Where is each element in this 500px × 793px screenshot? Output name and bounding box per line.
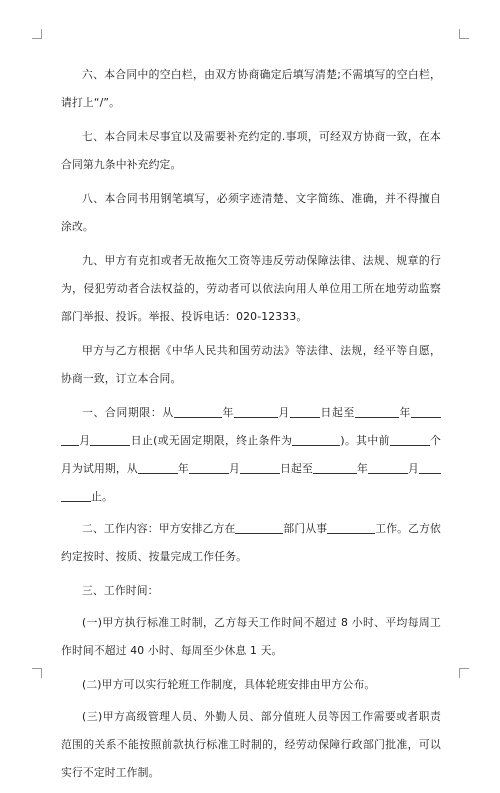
clause-7: 七、本合同未尽事宜以及需要补充约定的.事项，可经双方协商一致，在本合同第九条中补充约定。 [61,130,441,171]
probation-month-label: 月 [228,462,240,475]
start-day-blank[interactable] [290,405,320,418]
end-year-blank[interactable] [355,405,399,418]
probation-start-day-blank[interactable] [240,461,280,474]
term-label: 一、合同期限：从 [82,406,174,419]
job-dept-label: 部门从事 [283,522,328,535]
clause-9: 九、甲方有克扣或者无故拖欠工资等违反劳动保障法律、法规、规章的行为，侵犯劳动者合法权益的，劳动者可以依法向用人单位用工所在地劳动监察部门举报、投诉。举报、投诉电话：020-12333。 [61,254,441,323]
probation-end-month-blank[interactable] [368,461,408,474]
work-time-heading: 三、工作时间： [82,584,159,597]
crop-mark-bottom-left [32,668,42,678]
probation-end-year-label: 年 [356,462,368,475]
probation-end-day-blank-a[interactable] [419,461,441,474]
crop-mark-top-right [459,29,469,39]
job-content-clause [61,515,441,571]
crop-mark-bottom-right [459,668,469,678]
contract-term-clause [61,399,441,511]
start-year-blank[interactable] [174,405,222,418]
term-probation-label: 个月为试用期，从 [61,434,441,475]
work-time-standard: (一)甲方执行标准工时制，乙方每天工作时间不超过 8 小时、平均每周工作时间不超过 40 小时、每周至少休息 1 天。 [61,616,441,657]
start-month-blank[interactable] [234,405,278,418]
job-label: 二、工作内容：甲方安排乙方在 [82,522,236,535]
probation-year-label: 年 [177,462,189,475]
probation-start-month-blank[interactable] [189,461,229,474]
job-duty-text: 工作。乙方依约定按时、按质、按量完成工作任务。 [61,522,441,563]
end-day-blank[interactable] [90,433,130,446]
work-time-flexible: (三)甲方高级管理人员、外勤人员、部分值班人员等因工作需要或者职责范围的关系不能按照前款执行标准工时制的，经劳动保障行政部门批准，可以实行不定时工作制。 [61,710,441,779]
position-blank[interactable] [327,521,375,534]
term-end-year-label: 年 [398,406,411,419]
term-start-day-label: 日起至 [319,406,355,419]
probation-end-year-blank[interactable] [313,461,357,474]
department-blank[interactable] [235,521,283,534]
crop-mark-top-left [32,29,42,39]
end-month-pre-blank[interactable] [411,405,441,418]
work-time-shift: (二)甲方可以实行轮班工作制度，具体轮班安排由甲方公布。 [82,678,376,691]
term-probation-prefix: )。其中前 [340,434,390,447]
probation-start-day-label: 日起至 [279,462,313,475]
contract-body [61,61,441,793]
probation-end-label: 止。 [91,490,113,503]
clause-8: 八、本合同书用钢笔填写，必须字迹清楚、文字简练、准确，并不得擅自涂改。 [61,192,441,233]
probation-start-year-blank[interactable] [138,461,178,474]
term-month-label: 月 [277,406,290,419]
probation-months-blank[interactable] [390,433,430,446]
termination-condition-blank[interactable] [292,433,340,446]
end-month-blank[interactable] [61,433,79,446]
clause-6: 六、本合同中的空白栏，由双方协商确定后填写清楚;不需填写的空白栏，请打上“/”。 [61,68,441,109]
term-end-condition-label: 日止(或无固定期限，终止条件为 [130,434,293,447]
contract-intro: 甲方与乙方根据《中华人民共和国劳动法》等法律、法规，经平等自愿，协商一致，订立本合同。 [61,344,441,385]
probation-end-day-blank-b[interactable] [61,489,91,502]
probation-end-month-label: 月 [407,462,420,475]
term-end-month-label: 月 [79,434,91,447]
term-year-label: 年 [221,406,234,419]
